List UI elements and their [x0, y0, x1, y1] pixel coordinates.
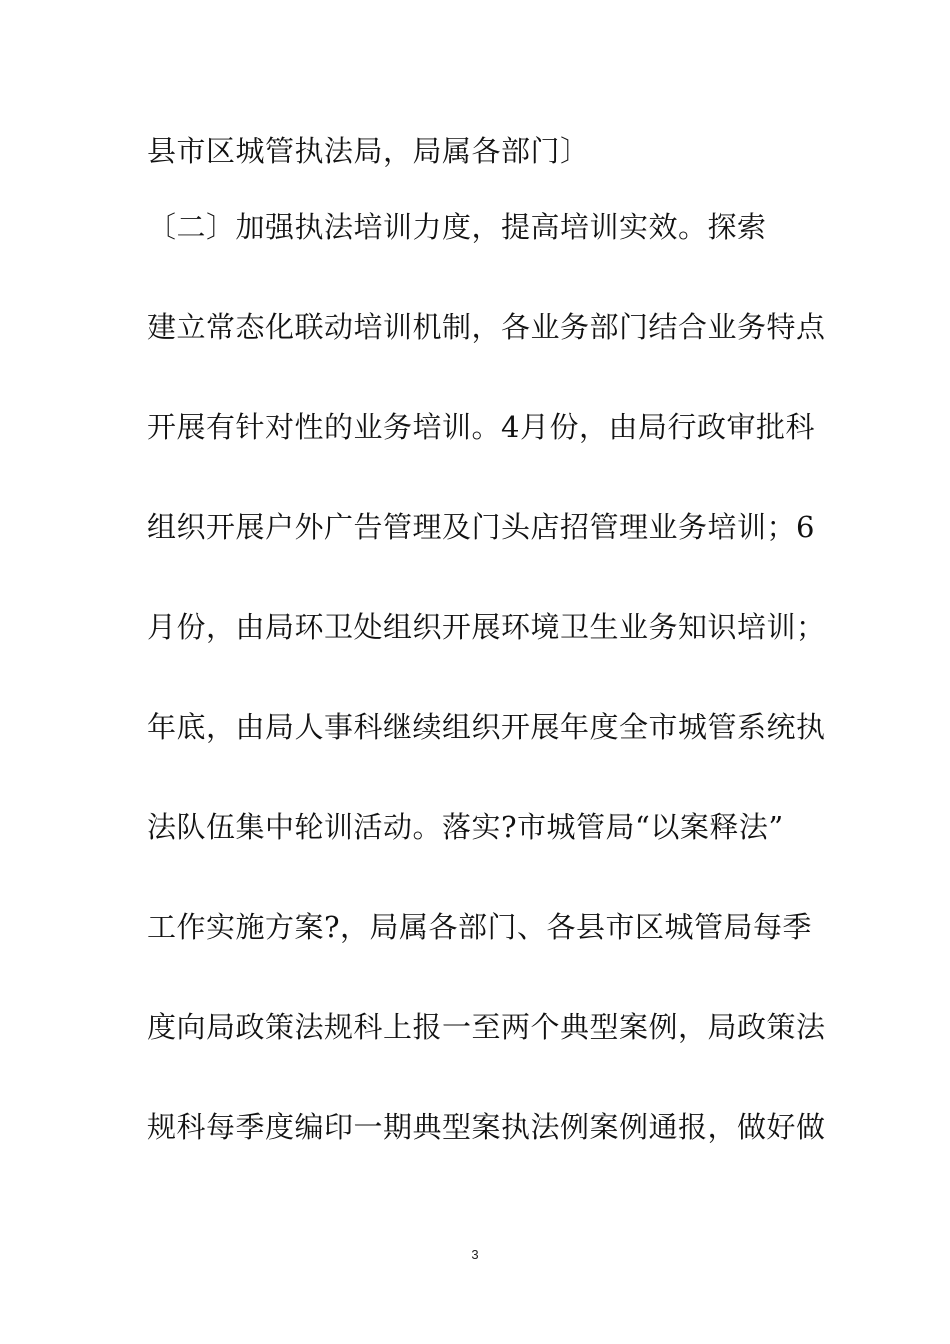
line-text: 月份，由局环卫处组织开展环境卫生业务知识培训； [147, 610, 826, 644]
text-line [0, 1007, 950, 1047]
line-text: 开展有针对性的业务培训。4月份，由局行政审批科 [147, 410, 815, 444]
page-number: 3 [471, 1247, 479, 1262]
line-text: 组织开展户外广告管理及门头店招管理业务培训；6 [147, 510, 815, 544]
text-line [0, 507, 950, 547]
line-text: 〔二〕加强执法培训力度，提高培训实效。探索 [147, 210, 767, 244]
text-line [0, 807, 950, 847]
line-text: 度向局政策法规科上报一至两个典型案例，局政策法 [147, 1010, 826, 1044]
text-line [0, 407, 950, 447]
text-line [0, 607, 950, 647]
text-line [0, 1107, 950, 1147]
text-line [0, 307, 950, 347]
line-text: 规科每季度编印一期典型案执法例案例通报，做好做 [147, 1110, 826, 1144]
line-text: 县市区城管执法局，局属各部门〕 [147, 134, 590, 168]
text-line [0, 131, 950, 171]
line-text: 工作实施方案?，局属各部门、各县市区城管局每季 [147, 910, 813, 944]
text-line [0, 207, 950, 247]
line-text: 法队伍集中轮训活动。落实?市城管局“以案释法” [147, 810, 784, 844]
line-text: 建立常态化联动培训机制，各业务部门结合业务特点 [147, 310, 826, 344]
text-line [0, 707, 950, 747]
text-line [0, 907, 950, 947]
line-text: 年底，由局人事科继续组织开展年度全市城管系统执 [147, 710, 826, 744]
